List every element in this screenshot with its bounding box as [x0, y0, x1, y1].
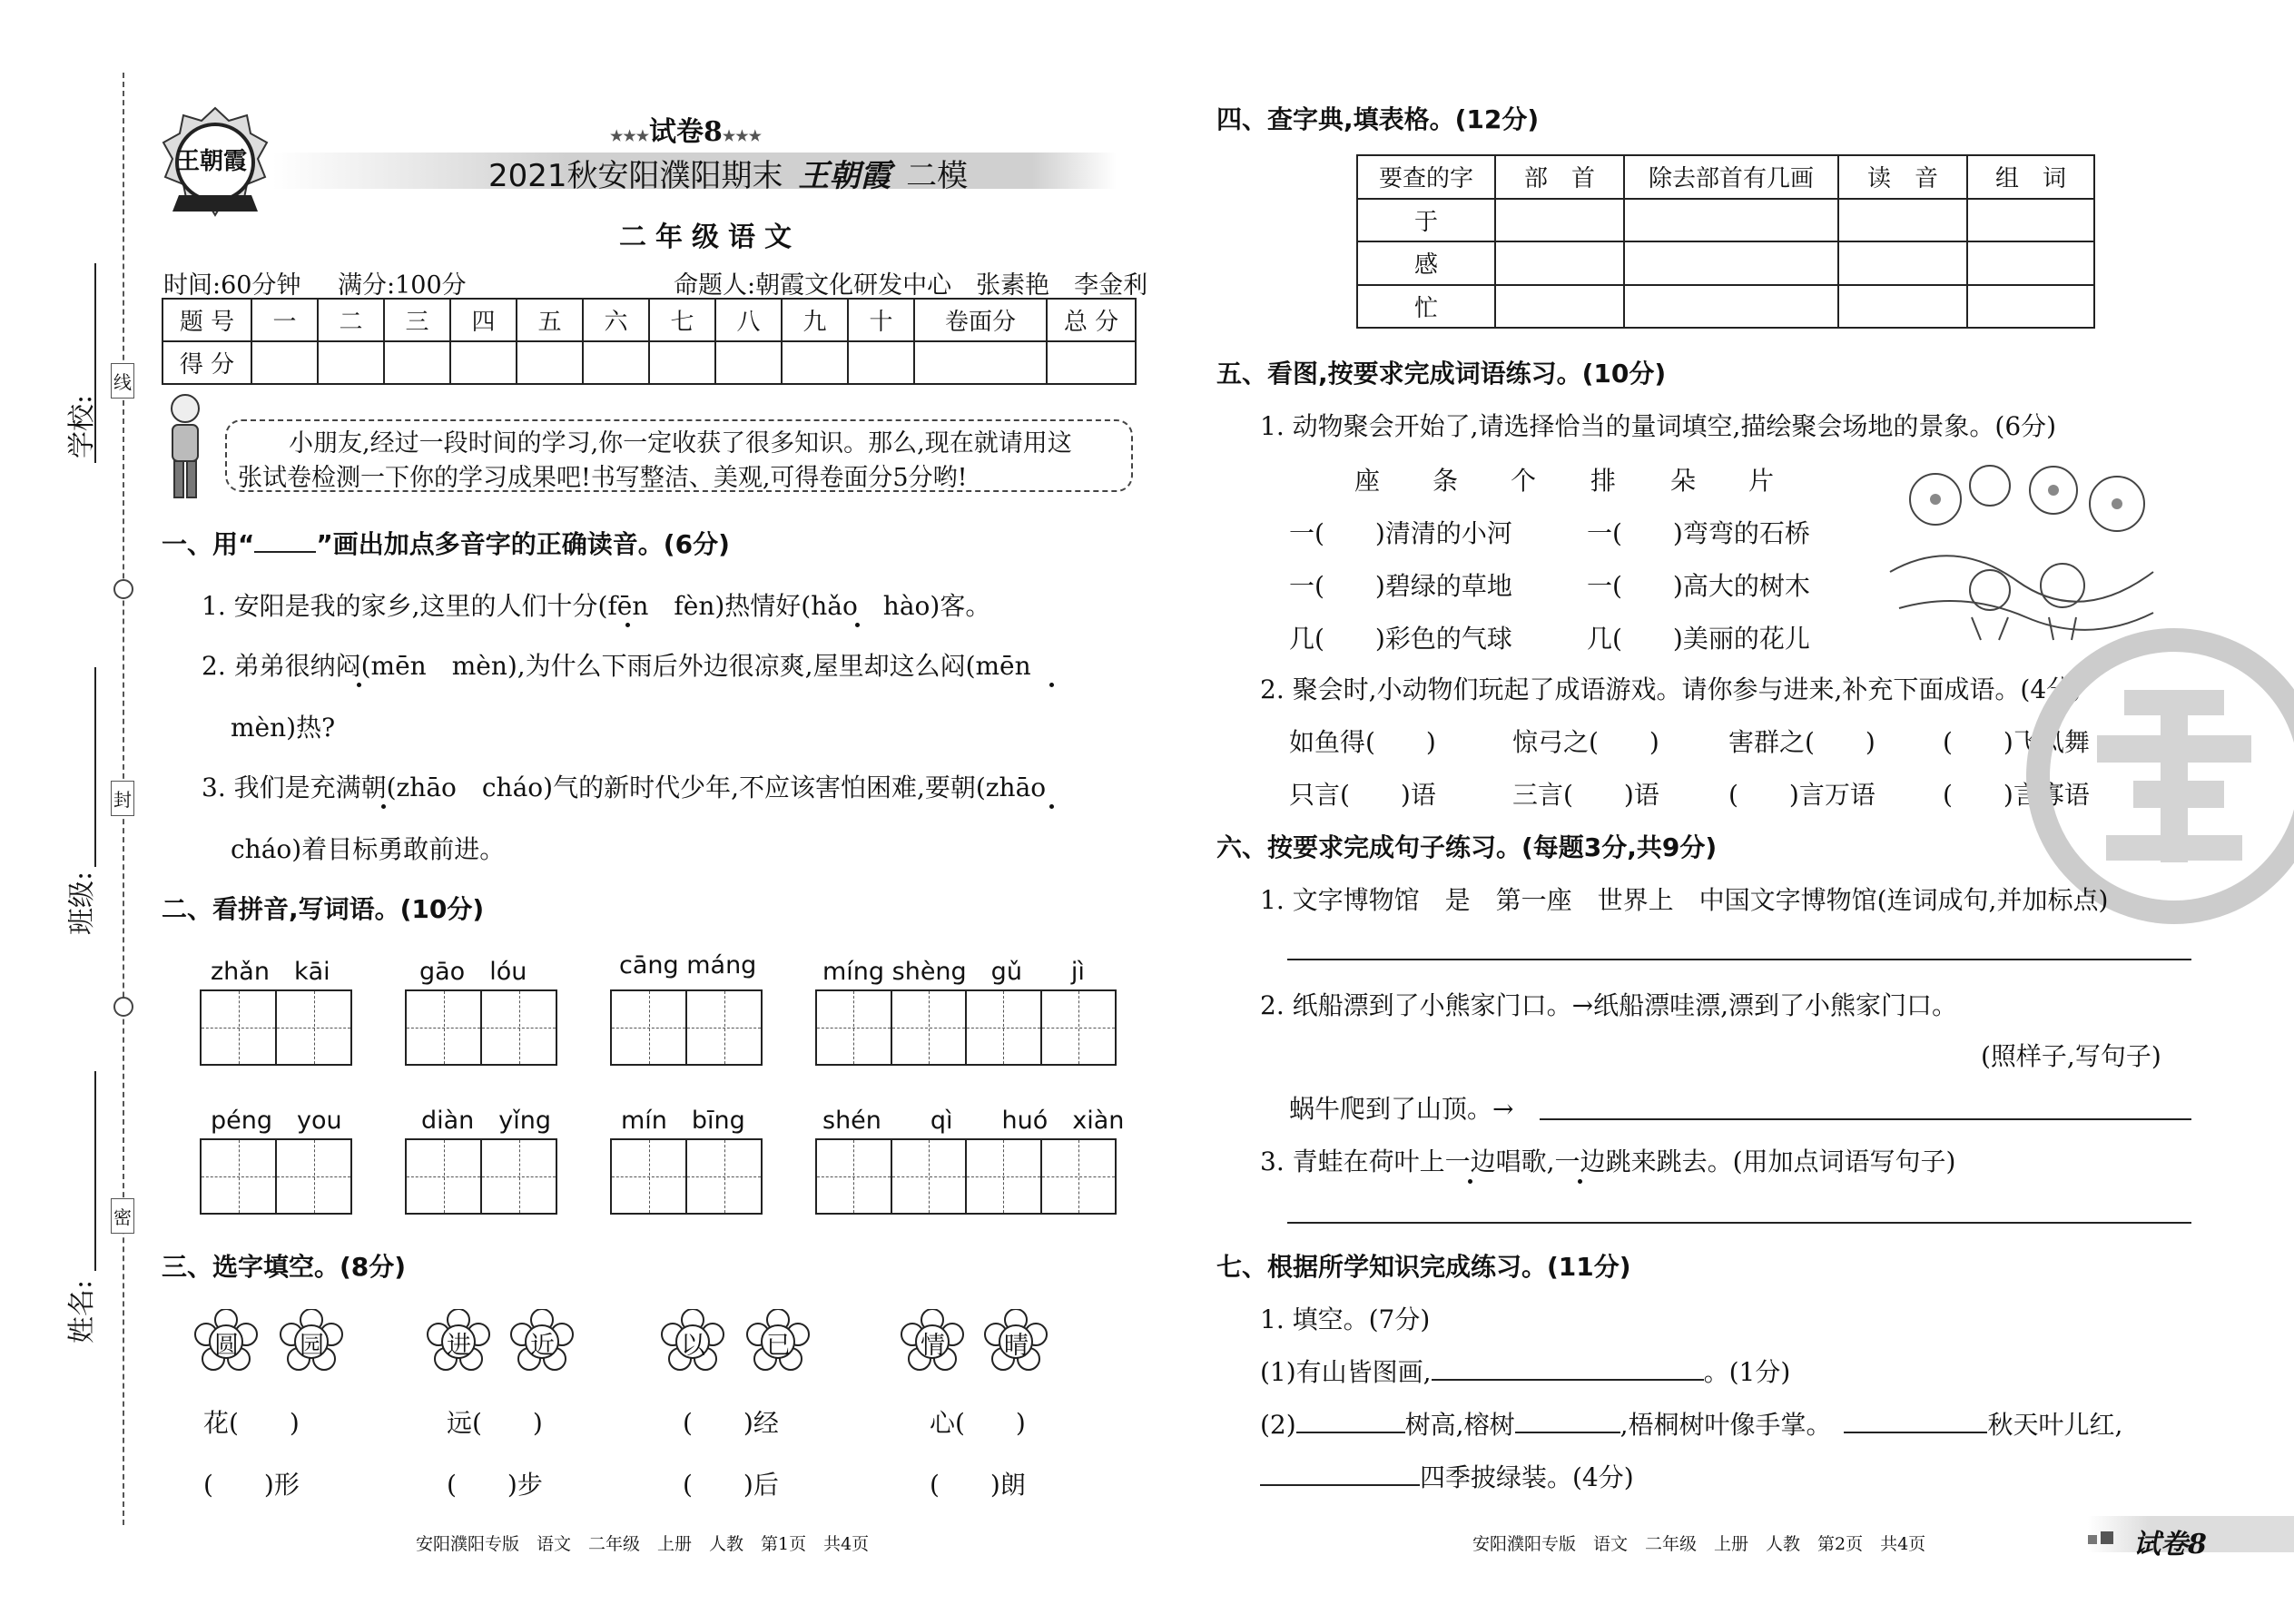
score-header-cell: 十	[848, 299, 914, 341]
corner-squares	[2088, 1530, 2113, 1548]
score-header-cell: 八	[715, 299, 782, 341]
pinyin-label: zhǎn kāi	[211, 958, 330, 986]
logo-text: 王朝霞	[176, 148, 248, 175]
measure-fill[interactable]: 几( )彩色的气球	[1289, 624, 1512, 654]
school-line[interactable]	[94, 263, 96, 463]
exam-full-score: 满分:100分	[338, 271, 467, 300]
answer-line[interactable]	[1540, 1118, 2191, 1120]
score-header-cell: 四	[450, 299, 517, 341]
score-header-cell: 九	[782, 299, 848, 341]
measure-word: 个	[1511, 466, 1537, 496]
score-header-cell: 卷面分	[914, 299, 1047, 341]
s3-fill[interactable]: ( )经	[683, 1408, 779, 1438]
score-header-cell: 五	[517, 299, 583, 341]
s1-question-1: 1. 安阳是我的家乡,这里的人们十分(fēn fèn)热情好(hǎo hào)客。	[202, 591, 991, 621]
flower-char-option[interactable]	[280, 1309, 343, 1373]
score-cell[interactable]	[251, 341, 318, 384]
dictionary-cell[interactable]	[1838, 241, 1967, 285]
emphasis-dot	[357, 683, 361, 687]
flower-char: 以	[681, 1332, 705, 1360]
flower-char: 园	[300, 1332, 324, 1360]
score-value-row	[162, 341, 1136, 384]
pinyin-label: shén qì huó xiàn	[822, 1107, 1125, 1135]
intro-line-2: 张试卷检测一下你的学习成果吧!书写整洁、美观,可得卷面分5分哟!	[238, 464, 968, 492]
footer-left: 安阳濮阳专版 语文 二年级 上册 人教 第1页 共4页	[416, 1534, 870, 1554]
answer-line[interactable]	[1287, 959, 2191, 960]
dictionary-row	[1357, 199, 2094, 242]
tian-grid[interactable]	[405, 989, 557, 1066]
s1-question-2b: mèn)热?	[231, 713, 336, 743]
binding-seal-seal: 封	[111, 781, 134, 816]
score-header-cell: 题 号	[162, 299, 251, 341]
exam-series: ★★★试卷8★★★	[610, 116, 762, 148]
score-cell[interactable]	[583, 341, 649, 384]
score-cell[interactable]	[318, 341, 384, 384]
name-line[interactable]	[94, 1071, 96, 1271]
dictionary-cell[interactable]	[1838, 285, 1967, 329]
emphasis-dot	[1049, 683, 1054, 687]
measure-word: 排	[1590, 466, 1617, 496]
school-label: 学校:	[66, 394, 98, 458]
boy-mascot	[162, 390, 209, 504]
idiom-fill[interactable]: ( )飞凤舞	[1943, 727, 2090, 757]
flower-char-option[interactable]	[746, 1309, 810, 1373]
dictionary-header-cell: 读 音	[1838, 155, 1967, 199]
emphasis-dot	[381, 804, 386, 809]
flower-char-option[interactable]	[427, 1309, 490, 1373]
exam-title: 2021秋安阳濮阳期末 王朝霞 二模	[488, 158, 969, 194]
dictionary-row	[1357, 285, 2094, 329]
score-header-cell: 三	[384, 299, 450, 341]
s3-fill[interactable]: ( )后	[683, 1470, 779, 1500]
dictionary-cell[interactable]	[1967, 241, 2094, 285]
score-header-cell: 一	[251, 299, 318, 341]
dictionary-cell[interactable]	[1624, 285, 1838, 329]
measure-fill[interactable]: 一( )弯弯的石桥	[1587, 518, 1810, 548]
score-header-cell: 二	[318, 299, 384, 341]
s3-fill[interactable]: ( )步	[447, 1470, 543, 1500]
dictionary-cell[interactable]	[1838, 199, 1967, 242]
score-cell[interactable]	[450, 341, 517, 384]
score-row-label: 得 分	[162, 341, 251, 384]
square-icon	[2101, 1531, 2113, 1544]
dictionary-cell[interactable]	[1495, 241, 1624, 285]
flower-char: 情	[921, 1332, 945, 1360]
dictionary-cell[interactable]	[1967, 285, 2094, 329]
class-label: 班级:	[66, 871, 98, 935]
s6-question-2: 2. 纸船漂到了小熊家门口。→纸船漂哇漂,漂到了小熊家门口。	[1260, 990, 1957, 1020]
s7-question-1: 1. 填空。(7分)	[1260, 1304, 1431, 1334]
dictionary-cell[interactable]	[1495, 285, 1624, 329]
s3-fill[interactable]: 远( )	[447, 1408, 543, 1438]
s1-question-3b: cháo)着目标勇敢前进。	[231, 834, 506, 864]
animal-party-illustration	[1881, 463, 2162, 645]
tian-grid[interactable]	[815, 989, 1117, 1066]
measure-word: 座	[1354, 466, 1381, 496]
emphasis-word: 一边	[1554, 1147, 1606, 1176]
section-1-title: 一、用“ ”画出加点多音字的正确读音。(6分)	[162, 529, 730, 559]
score-header-cell: 六	[583, 299, 649, 341]
dictionary-char: 感	[1357, 241, 1495, 285]
flower-char-option[interactable]	[901, 1309, 964, 1373]
pinyin-label: cāng máng	[619, 951, 757, 979]
score-cell[interactable]	[649, 341, 715, 384]
measure-word: 朵	[1670, 466, 1697, 496]
section-3-title: 三、选字填空。(8分)	[162, 1252, 407, 1282]
dictionary-char: 忙	[1357, 285, 1495, 329]
idiom-fill[interactable]: ( )言寡语	[1943, 780, 2090, 810]
dictionary-cell[interactable]	[1495, 199, 1624, 242]
flower-char-option[interactable]	[984, 1309, 1048, 1373]
score-cell[interactable]	[848, 341, 914, 384]
dictionary-header-row	[1357, 155, 2094, 199]
emphasis-word: 一边	[1444, 1147, 1496, 1176]
measure-fill[interactable]: 几( )美丽的花儿	[1587, 624, 1810, 654]
binding-ornament-1	[113, 579, 133, 599]
score-cell[interactable]	[715, 341, 782, 384]
idiom-fill[interactable]: 惊弓之( )	[1512, 727, 1659, 757]
emphasis-dot	[1049, 804, 1054, 809]
flower-char-option[interactable]	[510, 1309, 574, 1373]
idiom-fill[interactable]: 三言( )语	[1512, 780, 1659, 810]
flower-char: 晴	[1004, 1332, 1029, 1360]
pinyin-label: diàn yǐng	[421, 1107, 552, 1135]
intro-line-1: 小朋友,经过一段时间的学习,你一定收获了很多知识。那么,现在就请用这	[289, 429, 1072, 458]
tian-grid[interactable]	[610, 1138, 763, 1215]
measure-word: 片	[1748, 466, 1775, 496]
flower-char: 圆	[214, 1332, 239, 1360]
score-header-cell: 七	[649, 299, 715, 341]
section-4-title: 四、查字典,填表格。(12分)	[1216, 104, 1540, 134]
tian-grid[interactable]	[405, 1138, 557, 1215]
class-line[interactable]	[94, 667, 96, 867]
answer-blank[interactable]	[1432, 1357, 1704, 1381]
dictionary-header-cell: 部 首	[1495, 155, 1624, 199]
section-6-title: 六、按要求完成句子练习。(每题3分,共9分)	[1216, 832, 1718, 862]
idiom-fill[interactable]: 害群之( )	[1728, 727, 1876, 757]
name-label: 姓名:	[66, 1279, 98, 1343]
corner-label: 试卷8	[2133, 1529, 2207, 1560]
measure-fill[interactable]: 一( )碧绿的草地	[1289, 571, 1512, 601]
answer-blank[interactable]	[1844, 1410, 1987, 1433]
binding-seal-line: 线	[111, 363, 134, 399]
idiom-fill[interactable]: ( )言万语	[1728, 780, 1876, 810]
answer-line[interactable]	[1287, 1222, 2191, 1224]
dictionary-header-cell: 组 词	[1967, 155, 2094, 199]
section-5-title: 五、看图,按要求完成词语练习。(10分)	[1216, 359, 1667, 389]
s6-question-3: 3. 青蛙在荷叶上一边唱歌,一边跳来跳去。(用加点词语写句子)	[1260, 1147, 1956, 1176]
square-icon	[2088, 1535, 2097, 1544]
answer-blank[interactable]	[1260, 1462, 1420, 1486]
score-header-cell: 总 分	[1047, 299, 1136, 341]
dictionary-cell[interactable]	[1624, 199, 1838, 242]
tian-grid[interactable]	[200, 989, 352, 1066]
binding-seal-secret: 密	[111, 1198, 134, 1234]
s1-question-2a: 2. 弟弟很纳闷(mēn mèn),为什么下雨后外边很凉爽,屋里却这么闷(mēn	[202, 651, 1031, 681]
tian-grid[interactable]	[815, 1138, 1117, 1215]
brand-logo	[156, 104, 274, 222]
subject-title: 二年级语文	[619, 221, 801, 253]
score-cell[interactable]	[914, 341, 1047, 384]
s6-question-1: 1. 文字博物馆 是 第一座 世界上 中国文字博物馆(连词成句,并加标点)	[1260, 885, 2109, 915]
dictionary-header-cell: 除去部首有几画	[1624, 155, 1838, 199]
s6-question-2-note: (照样子,写句子)	[1981, 1041, 2161, 1071]
dictionary-char: 于	[1357, 199, 1495, 242]
s6-question-2-prompt: 蜗牛爬到了山顶。→	[1289, 1094, 1514, 1124]
idiom-fill[interactable]: 如鱼得( )	[1289, 727, 1436, 757]
answer-blank[interactable]	[1296, 1410, 1405, 1433]
s5-question-1: 1. 动物聚会开始了,请选择恰当的量词填空,描绘聚会场地的景象。(6分)	[1260, 411, 2057, 441]
exam-authors: 命题人:朝霞文化研发中心 张素艳 李金利	[674, 271, 1148, 300]
s3-fill[interactable]: ( )形	[203, 1470, 300, 1500]
score-cell[interactable]	[1047, 341, 1136, 384]
s1-question-3a: 3. 我们是充满朝(zhāo cháo)气的新时代少年,不应该害怕困难,要朝(zhāo	[202, 773, 1047, 802]
flower-char-option[interactable]	[194, 1309, 258, 1373]
flower-char: 已	[766, 1332, 791, 1360]
measure-fill[interactable]: 一( )清清的小河	[1289, 518, 1512, 548]
tian-grid[interactable]	[200, 1138, 352, 1215]
score-header-row	[162, 299, 1136, 341]
s7-line-2: (2) 树高,榕树 ,梧桐树叶像手掌。 秋天叶儿红,	[1260, 1410, 2123, 1440]
flower-char: 进	[447, 1332, 471, 1360]
dictionary-cell[interactable]	[1624, 241, 1838, 285]
boy-figure-icon	[162, 390, 209, 504]
exam-time: 时间:60分钟	[163, 271, 301, 300]
section-7-title: 七、根据所学知识完成练习。(11分)	[1216, 1252, 1631, 1282]
measure-fill[interactable]: 一( )高大的树木	[1587, 571, 1810, 601]
answer-blank[interactable]	[1515, 1410, 1620, 1433]
dictionary-cell[interactable]	[1967, 199, 2094, 242]
s3-fill[interactable]: ( )朗	[930, 1470, 1026, 1500]
footer-right: 安阳濮阳专版 语文 二年级 上册 人教 第2页 共4页	[1472, 1534, 1926, 1554]
binding-ornament-2	[113, 997, 133, 1017]
score-cell[interactable]	[782, 341, 848, 384]
s3-fill[interactable]: 心( )	[930, 1408, 1026, 1438]
emphasis-dot	[625, 623, 630, 627]
dictionary-header-cell: 要查的字	[1357, 155, 1495, 199]
s5-question-2: 2. 聚会时,小动物们玩起了成语游戏。请你参与进来,补充下面成语。(4分)	[1260, 674, 2082, 704]
measure-word: 条	[1433, 466, 1459, 496]
animal-party-icon	[1881, 463, 2162, 645]
score-cell[interactable]	[517, 341, 583, 384]
flower-char-option[interactable]	[661, 1309, 724, 1373]
s7-line-3: 四季披绿装。(4分)	[1260, 1458, 1634, 1494]
pinyin-label: péng you	[211, 1107, 342, 1135]
exam-brand: 王朝霞	[798, 158, 891, 194]
s3-fill[interactable]: 花( )	[203, 1408, 300, 1438]
flower-char: 近	[530, 1332, 555, 1360]
tian-grid[interactable]	[610, 989, 763, 1066]
dictionary-table	[1356, 154, 2095, 329]
section-2-title: 二、看拼音,写词语。(10分)	[162, 894, 485, 924]
pinyin-label: míng shèng gǔ jì	[822, 958, 1085, 986]
dictionary-row	[1357, 241, 2094, 285]
score-cell[interactable]	[384, 341, 450, 384]
idiom-fill[interactable]: 只言( )语	[1289, 780, 1436, 810]
emphasis-dot	[855, 623, 860, 627]
score-table	[162, 298, 1137, 385]
pinyin-label: mín bīng	[621, 1107, 745, 1135]
s7-line-1: (1)有山皆图画, 。(1分)	[1260, 1357, 1791, 1387]
pinyin-label: gāo lóu	[419, 958, 527, 986]
